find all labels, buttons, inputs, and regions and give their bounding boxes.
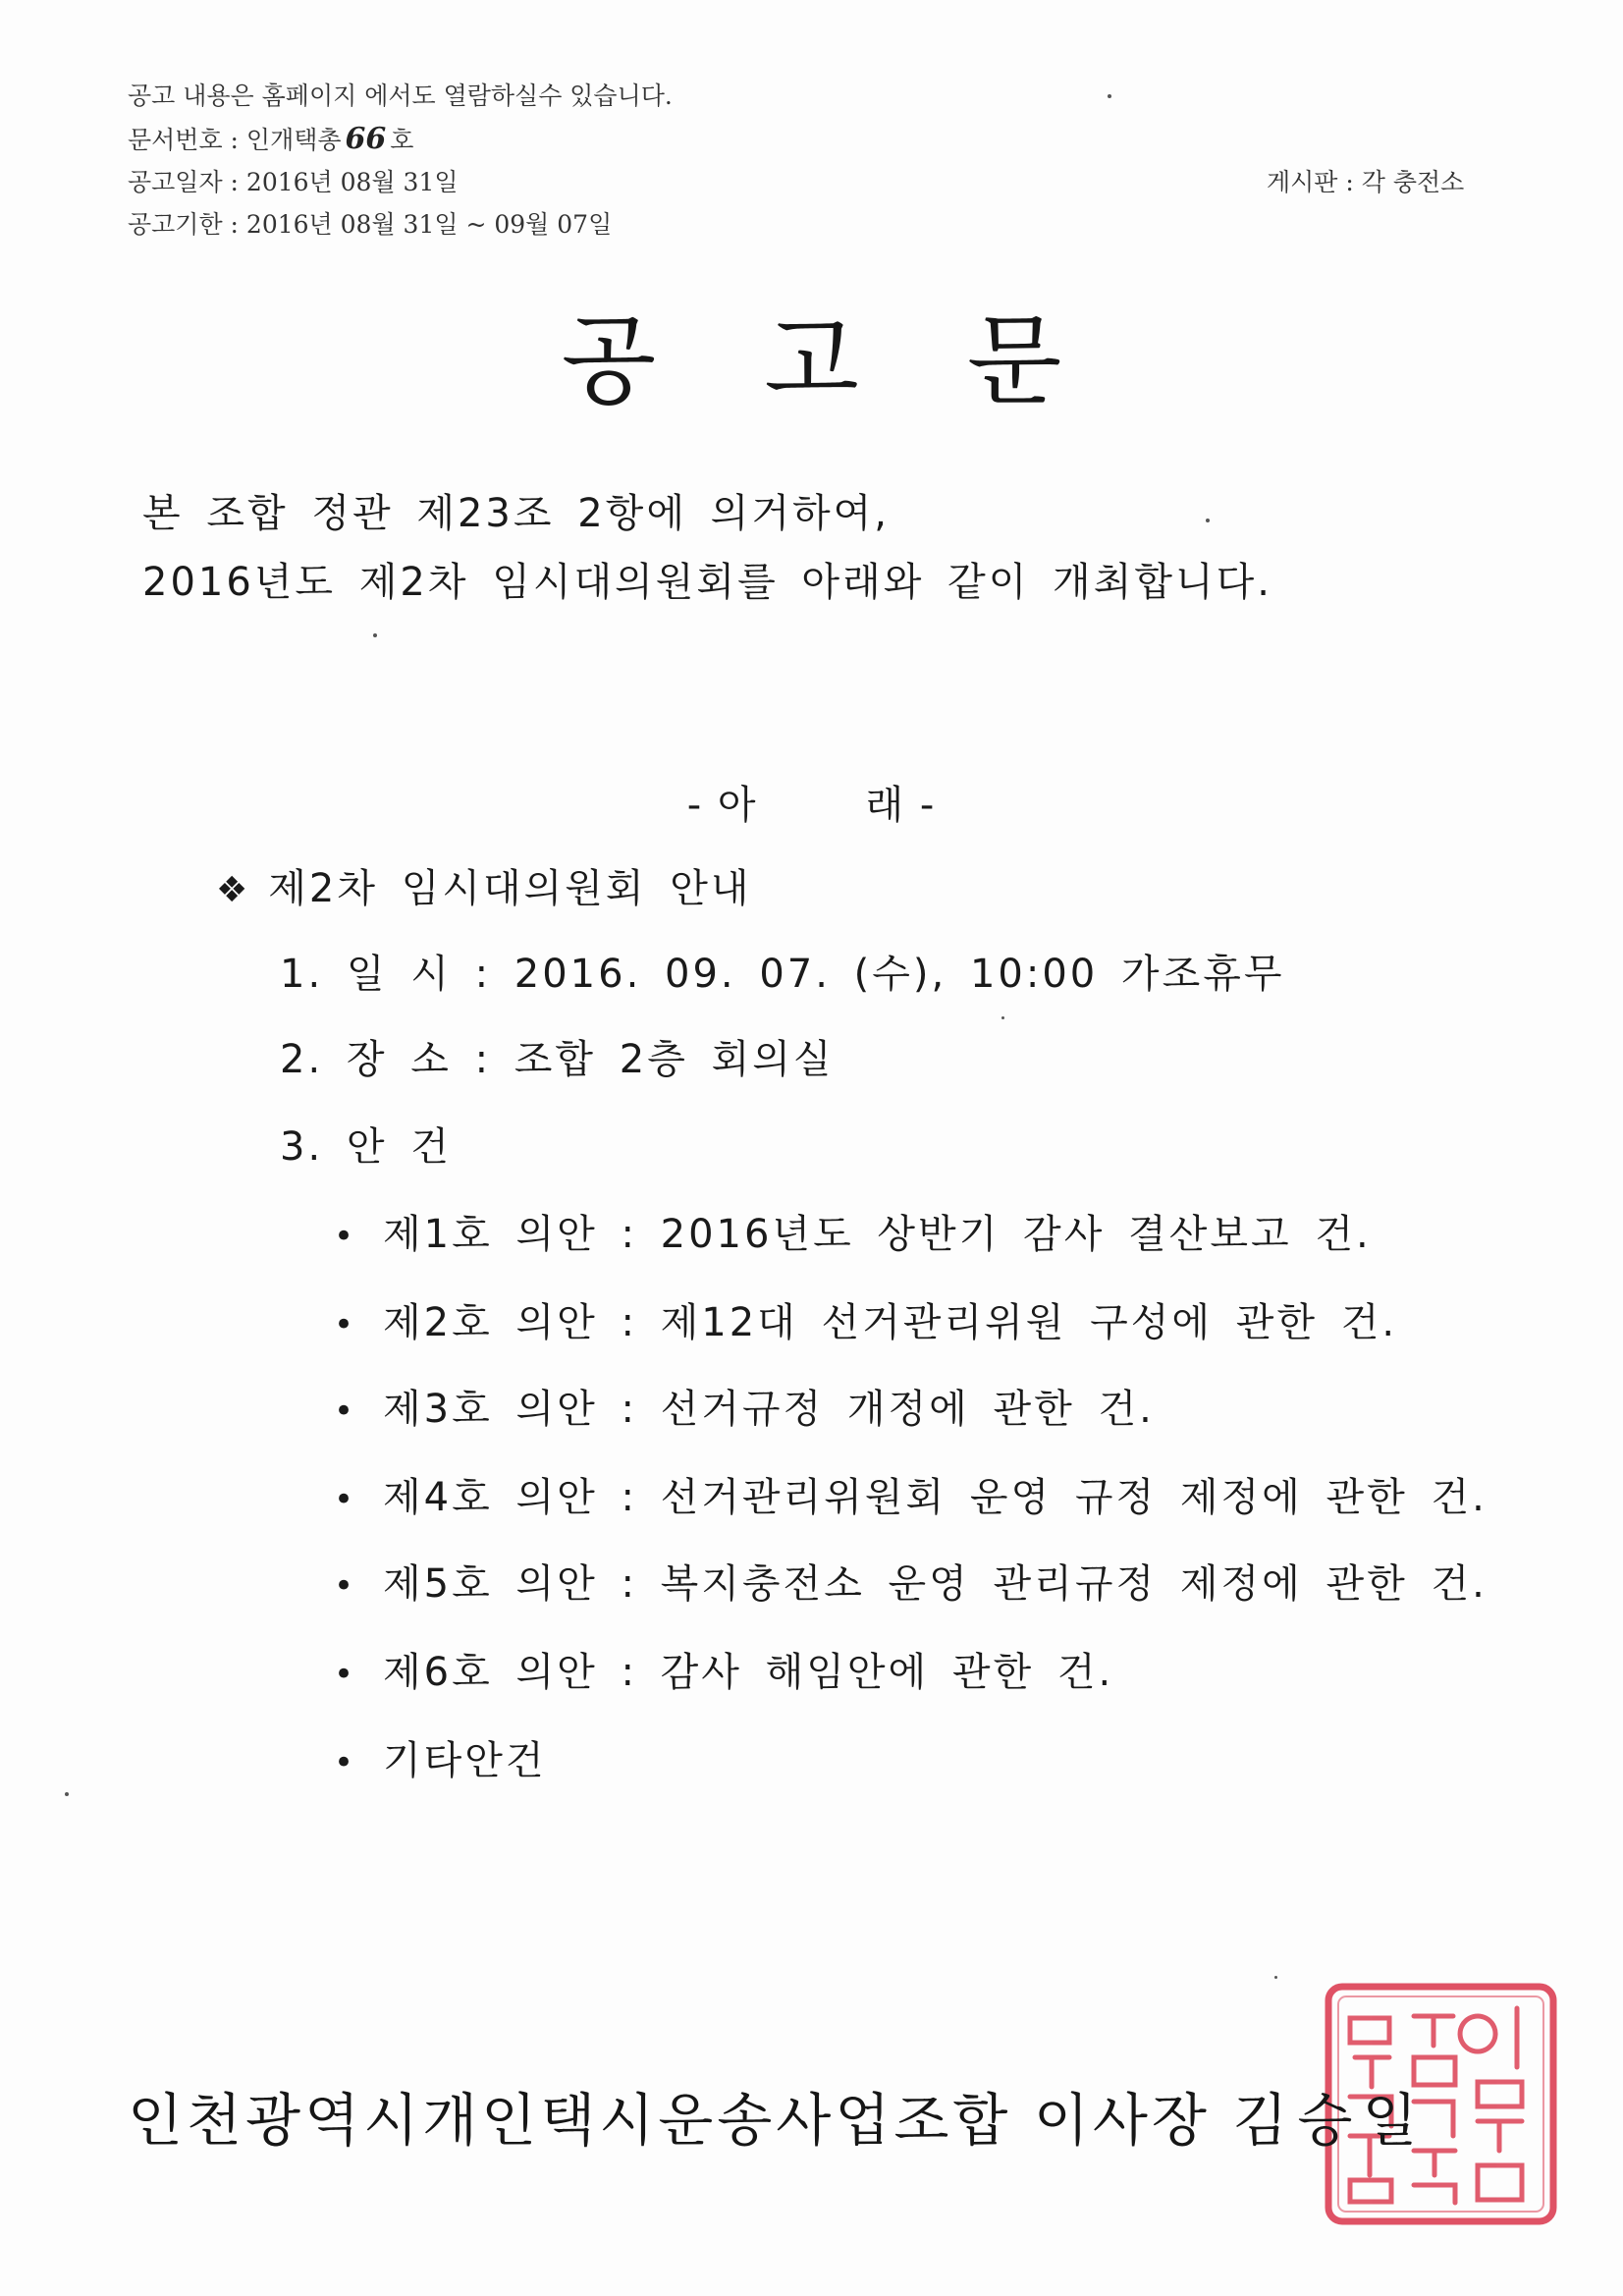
agenda-text: 기타안건 bbox=[383, 1738, 547, 1783]
bullet-icon: • bbox=[334, 1305, 357, 1344]
item-agenda: 3. 안 건 bbox=[280, 1124, 452, 1170]
agenda-text: 제5호 의안 : 복지충전소 운영 관리규정 제정에 관한 건. bbox=[383, 1561, 1488, 1607]
agenda-item bbox=[334, 1561, 1488, 1607]
item-place: 2. 장 소 : 조합 2층 회의실 bbox=[280, 1037, 835, 1082]
below-heading-right: 래 - bbox=[865, 783, 937, 828]
bulletin-board: 게시판 : 각 충전소 bbox=[1267, 168, 1465, 196]
document-number-label: 문서번호 : 인개택총 bbox=[128, 126, 342, 154]
agenda-item bbox=[334, 1212, 1372, 1257]
page-title: 공고문 bbox=[561, 303, 1170, 418]
item-date: 1. 일 시 : 2016. 09. 07. (수), 10:00 가조휴무 bbox=[280, 952, 1285, 997]
agenda-text: 제2호 의안 : 제12대 선거관리위원 구성에 관한 건. bbox=[383, 1300, 1398, 1345]
bullet-icon: • bbox=[334, 1392, 357, 1431]
homepage-notice: 공고 내용은 홈페이지 에서도 열람하실수 있습니다. bbox=[128, 82, 673, 110]
document-number-suffix: 호 bbox=[390, 126, 414, 154]
signature-organization: 인천광역시개인택시운송사업조합 이사장 bbox=[128, 2087, 1211, 2154]
signature-name: 김승일 bbox=[1232, 2087, 1428, 2154]
document-number bbox=[128, 122, 414, 156]
intro-line-1: 본 조합 정관 제23조 2항에 의거하여, bbox=[142, 491, 890, 536]
agenda-text: 제4호 의안 : 선거관리위원회 운영 규정 제정에 관한 건. bbox=[383, 1475, 1488, 1520]
bullet-icon: • bbox=[334, 1566, 357, 1606]
bullet-icon: • bbox=[334, 1480, 357, 1519]
agenda-text: 제1호 의안 : 2016년도 상반기 감사 결산보고 건. bbox=[383, 1212, 1372, 1257]
bullet-icon: • bbox=[334, 1217, 357, 1256]
below-heading bbox=[0, 783, 1623, 828]
scan-speck bbox=[1108, 94, 1111, 98]
section-title: 제2차 임시대의원회 안내 bbox=[268, 866, 752, 911]
intro-line-2: 2016년도 제2차 임시대의원회를 아래와 같이 개최합니다. bbox=[142, 560, 1272, 605]
agenda-text: 제3호 의안 : 선거규정 개정에 관한 건. bbox=[383, 1387, 1155, 1432]
document-number-value: 66 bbox=[345, 122, 387, 156]
diamond-icon: ❖ bbox=[216, 870, 251, 910]
section-heading bbox=[216, 866, 752, 911]
announcement-period: 공고기한 : 2016년 08월 31일 ~ 09월 07일 bbox=[128, 210, 613, 239]
scan-speck bbox=[1001, 1016, 1004, 1019]
scan-speck bbox=[1206, 519, 1210, 522]
agenda-item bbox=[334, 1300, 1398, 1345]
scan-speck bbox=[1274, 1976, 1277, 1979]
below-heading-left: - 아 bbox=[686, 783, 758, 828]
agenda-text: 제6호 의안 : 감사 해임안에 관한 건. bbox=[383, 1650, 1114, 1695]
announcement-date: 공고일자 : 2016년 08월 31일 bbox=[128, 168, 459, 196]
agenda-item bbox=[334, 1650, 1114, 1695]
agenda-item bbox=[334, 1738, 547, 1783]
bullet-icon: • bbox=[334, 1743, 357, 1782]
signature-line bbox=[128, 2087, 1428, 2154]
scan-speck bbox=[373, 633, 377, 637]
scan-speck bbox=[65, 1792, 69, 1796]
bullet-icon: • bbox=[334, 1655, 357, 1694]
agenda-item bbox=[334, 1387, 1155, 1432]
agenda-item bbox=[334, 1475, 1488, 1520]
